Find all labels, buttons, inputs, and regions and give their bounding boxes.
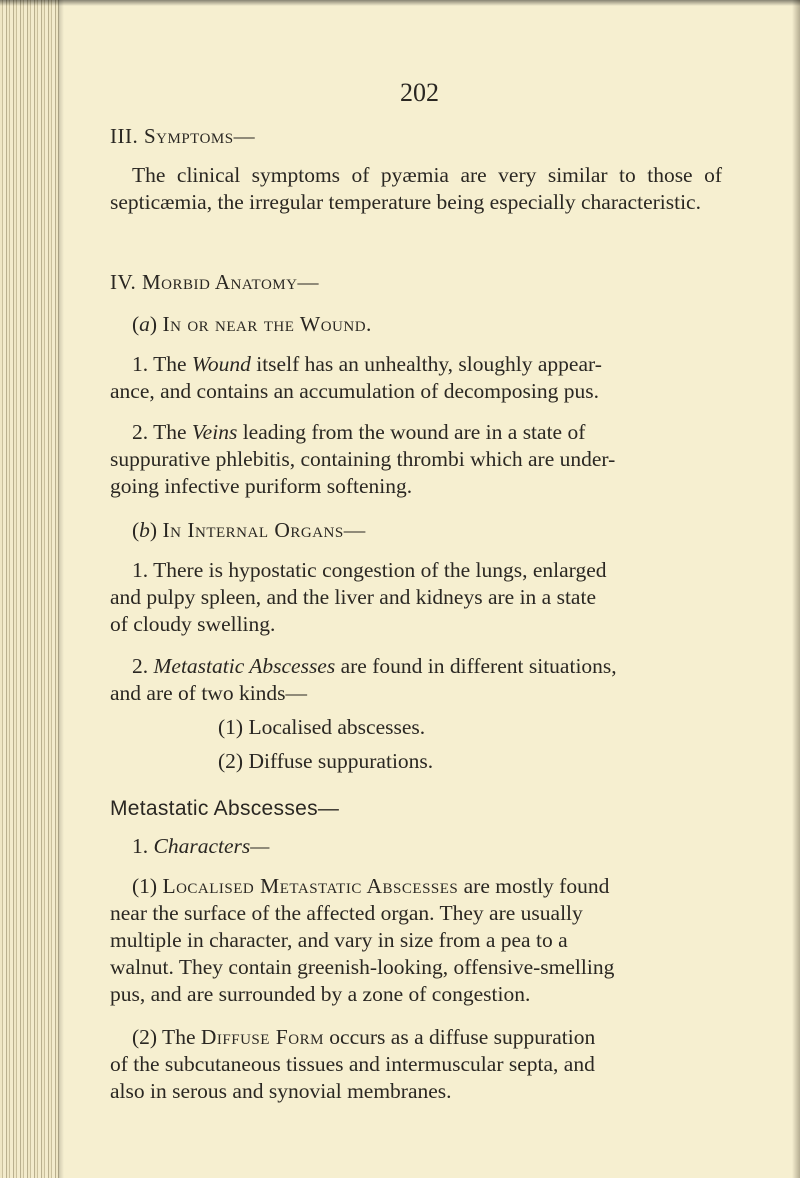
item-b2-line1	[132, 652, 617, 680]
item-text: itself has an unhealthy, sloughly appear-	[250, 352, 602, 376]
morbid-anatomy-heading: IV. Morbid Anatomy—	[110, 270, 319, 294]
item-lead: 2.	[132, 654, 154, 678]
subsection-a-heading	[132, 310, 372, 338]
localised-line2: near the surface of the affected organ. They are usually	[110, 901, 583, 925]
diffuse-line1	[132, 1023, 595, 1051]
item-a2-line2: suppurative phlebitis, containing thrombi which are under-	[110, 447, 616, 471]
item-a1-line2: ance, and contains an accumulation of decomposing pus.	[110, 379, 599, 403]
item-a2-line1	[132, 418, 585, 446]
subsection-letter: a	[139, 312, 150, 336]
subsection-title: In or near the Wound.	[162, 312, 372, 336]
paren-open: (	[132, 518, 140, 542]
characters-label: Characters—	[153, 834, 270, 858]
localised-title: Localised Metastatic Abscesses	[162, 874, 459, 898]
item-a1-line1	[132, 350, 602, 378]
item-text: are found in different situations,	[335, 654, 617, 678]
paren-close: )	[149, 518, 158, 542]
item-lead: 2. The	[132, 420, 192, 444]
item-b1-line2: and pulpy spleen, and the liver and kidneys are in a state	[110, 585, 596, 609]
localised-line4: walnut. They contain greenish-looking, offensive-smelling	[110, 955, 615, 979]
symptoms-paragraph: The clinical symptoms of pyæmia are very similar to those of septicæmia, the irregular temperature being especially characteristic.	[110, 163, 722, 214]
item-lead: 1. The	[132, 352, 192, 376]
item-text: occurs as a diffuse suppuration	[323, 1025, 596, 1049]
localised-line1	[132, 872, 609, 900]
item-number: 1.	[132, 834, 154, 858]
page-number: 202	[400, 78, 439, 107]
kind-localised: (1) Localised abscesses.	[218, 715, 426, 739]
subsection-b-heading	[132, 516, 366, 544]
item-number: (1)	[132, 874, 163, 898]
diffuse-title: Diffuse Form	[200, 1025, 324, 1049]
characters-subheading	[132, 832, 269, 860]
item-b1-line3: of cloudy swelling.	[110, 612, 276, 636]
localised-line5: pus, and are surrounded by a zone of congestion.	[110, 982, 531, 1006]
metastatic-heading: Metastatic Abscesses—	[110, 797, 340, 820]
item-text: leading from the wound are in a state of	[237, 420, 586, 444]
diffuse-line2: of the subcutaneous tissues and intermuscular septa, and	[110, 1052, 595, 1076]
kind-diffuse: (2) Diffuse suppurations.	[218, 749, 434, 773]
item-emphasis: Veins	[191, 420, 238, 444]
item-lead: (2) The	[132, 1025, 201, 1049]
symptoms-heading: III. Symptoms—	[110, 124, 256, 148]
item-text: are mostly found	[458, 874, 610, 898]
item-emphasis: Wound	[191, 352, 251, 376]
item-emphasis: Metastatic Abscesses	[153, 654, 336, 678]
paren-open: (	[132, 312, 140, 336]
diffuse-line3: also in serous and synovial membranes.	[110, 1079, 452, 1103]
item-a2-line3: going infective puriform softening.	[110, 474, 413, 498]
item-b1-line1: 1. There is hypostatic congestion of the lungs, enlarged	[132, 558, 607, 582]
item-b2-line2: and are of two kinds—	[110, 681, 308, 705]
localised-line3: multiple in character, and vary in size from a pea to a	[110, 928, 568, 952]
subsection-title: In Internal Organs—	[162, 518, 366, 542]
paren-close: )	[149, 312, 158, 336]
subsection-letter: b	[139, 518, 150, 542]
